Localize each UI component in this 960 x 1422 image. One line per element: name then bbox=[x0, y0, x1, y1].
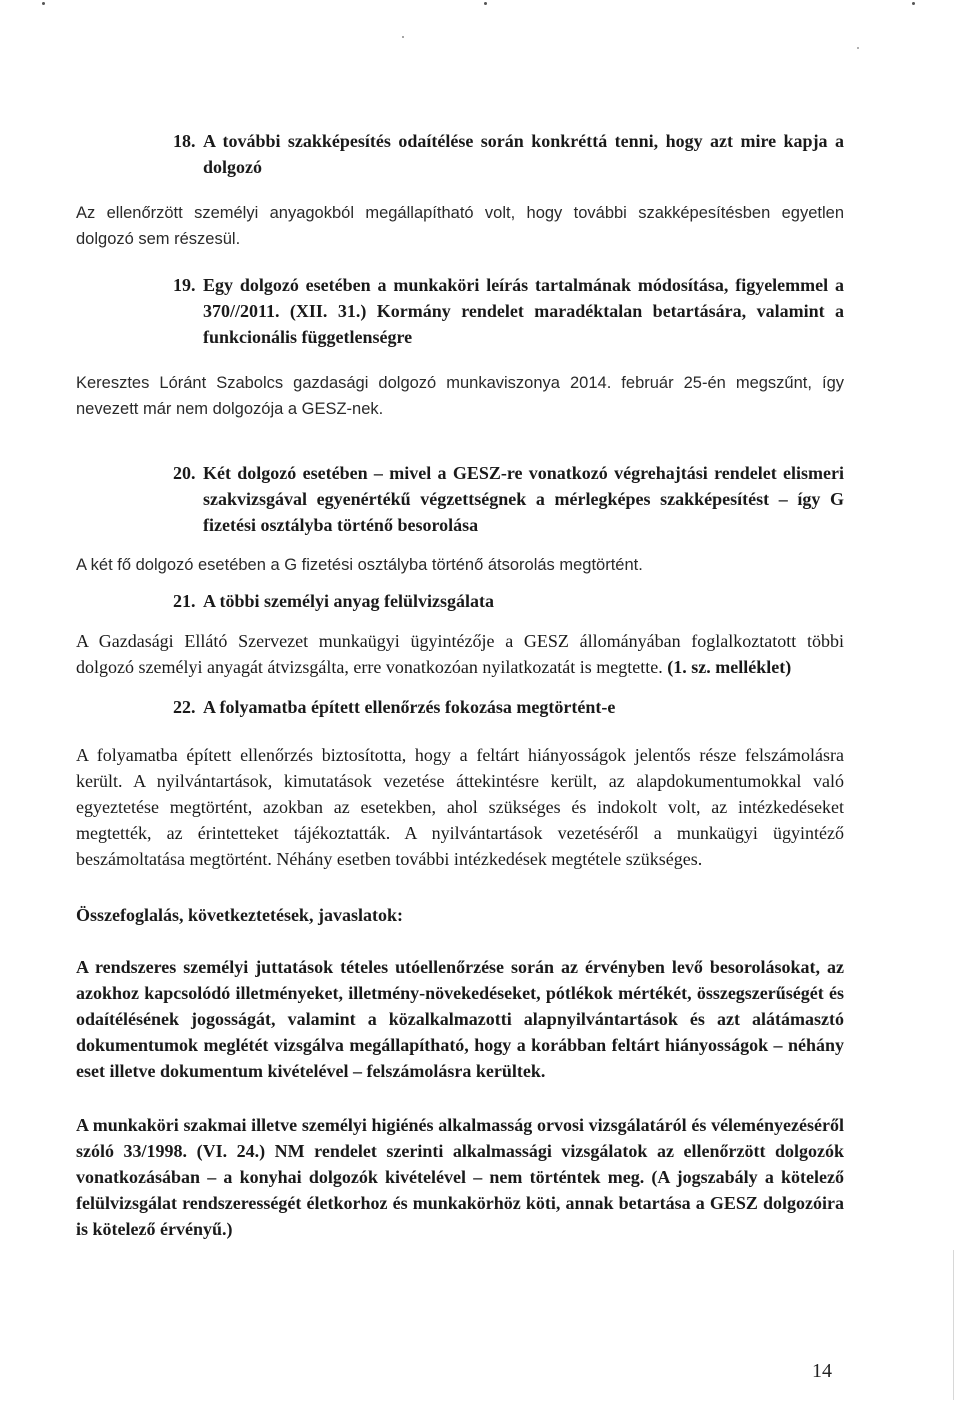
section-heading bbox=[76, 460, 844, 538]
section-body: Az ellenőrzött személyi anyagokból megállapítható volt, hogy további szakképesítésben egyetlen dolgozó sem részesül. bbox=[76, 204, 844, 248]
section-number: 19. bbox=[173, 275, 196, 295]
section-20 bbox=[76, 460, 844, 578]
section-body: A folyamatba épített ellenőrzés biztosította, hogy a feltárt hiányosságok jelentős része felszámolásra került. A nyilvántartások, kimutatások vezetése áttekintésre került, az alapdokumentumokkal való egyeztetése megtörtént, azokban az esetekben, ahol szükséges és indokolt volt, az intézkedéseket megtették, az érintetteket tájékoztatták. A nyilvántartások vezetéséről a munkaügyi ügyintéző beszámoltatása megtörtént. Néhány esetben további intézkedések megtétele szükséges. bbox=[76, 745, 844, 869]
section-heading bbox=[76, 694, 844, 720]
section-22 bbox=[76, 694, 844, 872]
scan-edge-line bbox=[953, 1250, 954, 1400]
document-content bbox=[76, 128, 844, 1242]
section-title: A folyamatba épített ellenőrzés fokozása megtörtént-e bbox=[203, 697, 616, 717]
attachment-reference: (1. sz. melléklet) bbox=[667, 657, 792, 677]
section-body: Keresztes Lóránt Szabolcs gazdasági dolgozó munkaviszonya 2014. február 25-én megszűnt, így nevezett már nem dolgozója a GESZ-nek. bbox=[76, 374, 844, 418]
section-body: A két fő dolgozó esetében a G fizetési osztályba történő átsorolás megtörtént. bbox=[76, 556, 643, 574]
scan-speck bbox=[857, 47, 859, 49]
summary-paragraph: A munkaköri szakmai illetve személyi higiénés alkalmasság orvosi vizsgálatáról és véleményezéséről szóló 33/1998. (VI. 24.) NM rendelet szerinti alkalmassági vizsgálatok az ellenőrzött dolgozók vonatkozásában – a konyhai dolgozók kivételével – nem történtek meg. (A jogszabály a kötelező felülvizsgálat rendszerességét életkorhoz és munkakörhöz köti, annak betartása a GESZ dolgozóira is kötelező érvényű.) bbox=[76, 1115, 844, 1239]
section-19 bbox=[76, 272, 844, 422]
scan-speck bbox=[912, 2, 915, 5]
section-number: 20. bbox=[173, 463, 196, 483]
section-body-text: A Gazdasági Ellátó Szervezet munkaügyi ügyintézője a GESZ állományában foglalkoztatott többi dolgozó személyi anyagát átvizsgálta, erre vonatkozóan nyilatkozatát is megtette. bbox=[76, 631, 844, 677]
page-number: 14 bbox=[812, 1360, 832, 1382]
scan-speck bbox=[484, 2, 487, 5]
summary-paragraph: A rendszeres személyi juttatások tételes utóellenőrzése során az érvényben levő besorolásokat, az azokhoz kapcsolódó illetményeket, illetmény-növekedéseket, pótlékok mértékét, összegszerűségét és odaítélésének jogosságát, valamint a közalkalmazotti alapnyilvántartások és azt alátámasztó dokumentumok meglétét vizsgálva megállapítható, hogy a korábban feltárt hiányosságok – néhány eset illetve dokumentum kivételével – felszámolásra kerültek. bbox=[76, 957, 844, 1081]
section-number: 22. bbox=[173, 697, 196, 717]
section-number: 18. bbox=[173, 131, 196, 151]
section-title: Egy dolgozó esetében a munkaköri leírás tartalmának módosítása, figyelemmel a 370//2011. (XII. 31.) Kormány rendelet maradéktalan betartására, valamint a funkcionális függetlenségre bbox=[203, 275, 844, 347]
summary-section bbox=[76, 902, 844, 1242]
section-body bbox=[76, 628, 844, 680]
section-heading bbox=[76, 272, 844, 350]
section-title: A többi személyi anyag felülvizsgálata bbox=[203, 591, 494, 611]
scan-speck bbox=[42, 2, 45, 5]
section-title: A további szakképesítés odaítélése során konkréttá tenni, hogy azt mire kapja a dolgozó bbox=[203, 131, 844, 177]
section-title: Két dolgozó esetében – mivel a GESZ-re vonatkozó végrehajtási rendelet elismeri szakvizsgával egyenértékű végzettségnek a mérlegképes szakképesítést – így G fizetési osztályba történő besorolása bbox=[203, 463, 844, 535]
section-heading bbox=[76, 128, 844, 180]
section-18 bbox=[76, 128, 844, 252]
scan-speck bbox=[402, 36, 404, 38]
section-21 bbox=[76, 588, 844, 680]
section-heading bbox=[76, 588, 844, 614]
summary-title: Összefoglalás, következtetések, javaslatok: bbox=[76, 905, 403, 925]
section-number: 21. bbox=[173, 591, 196, 611]
